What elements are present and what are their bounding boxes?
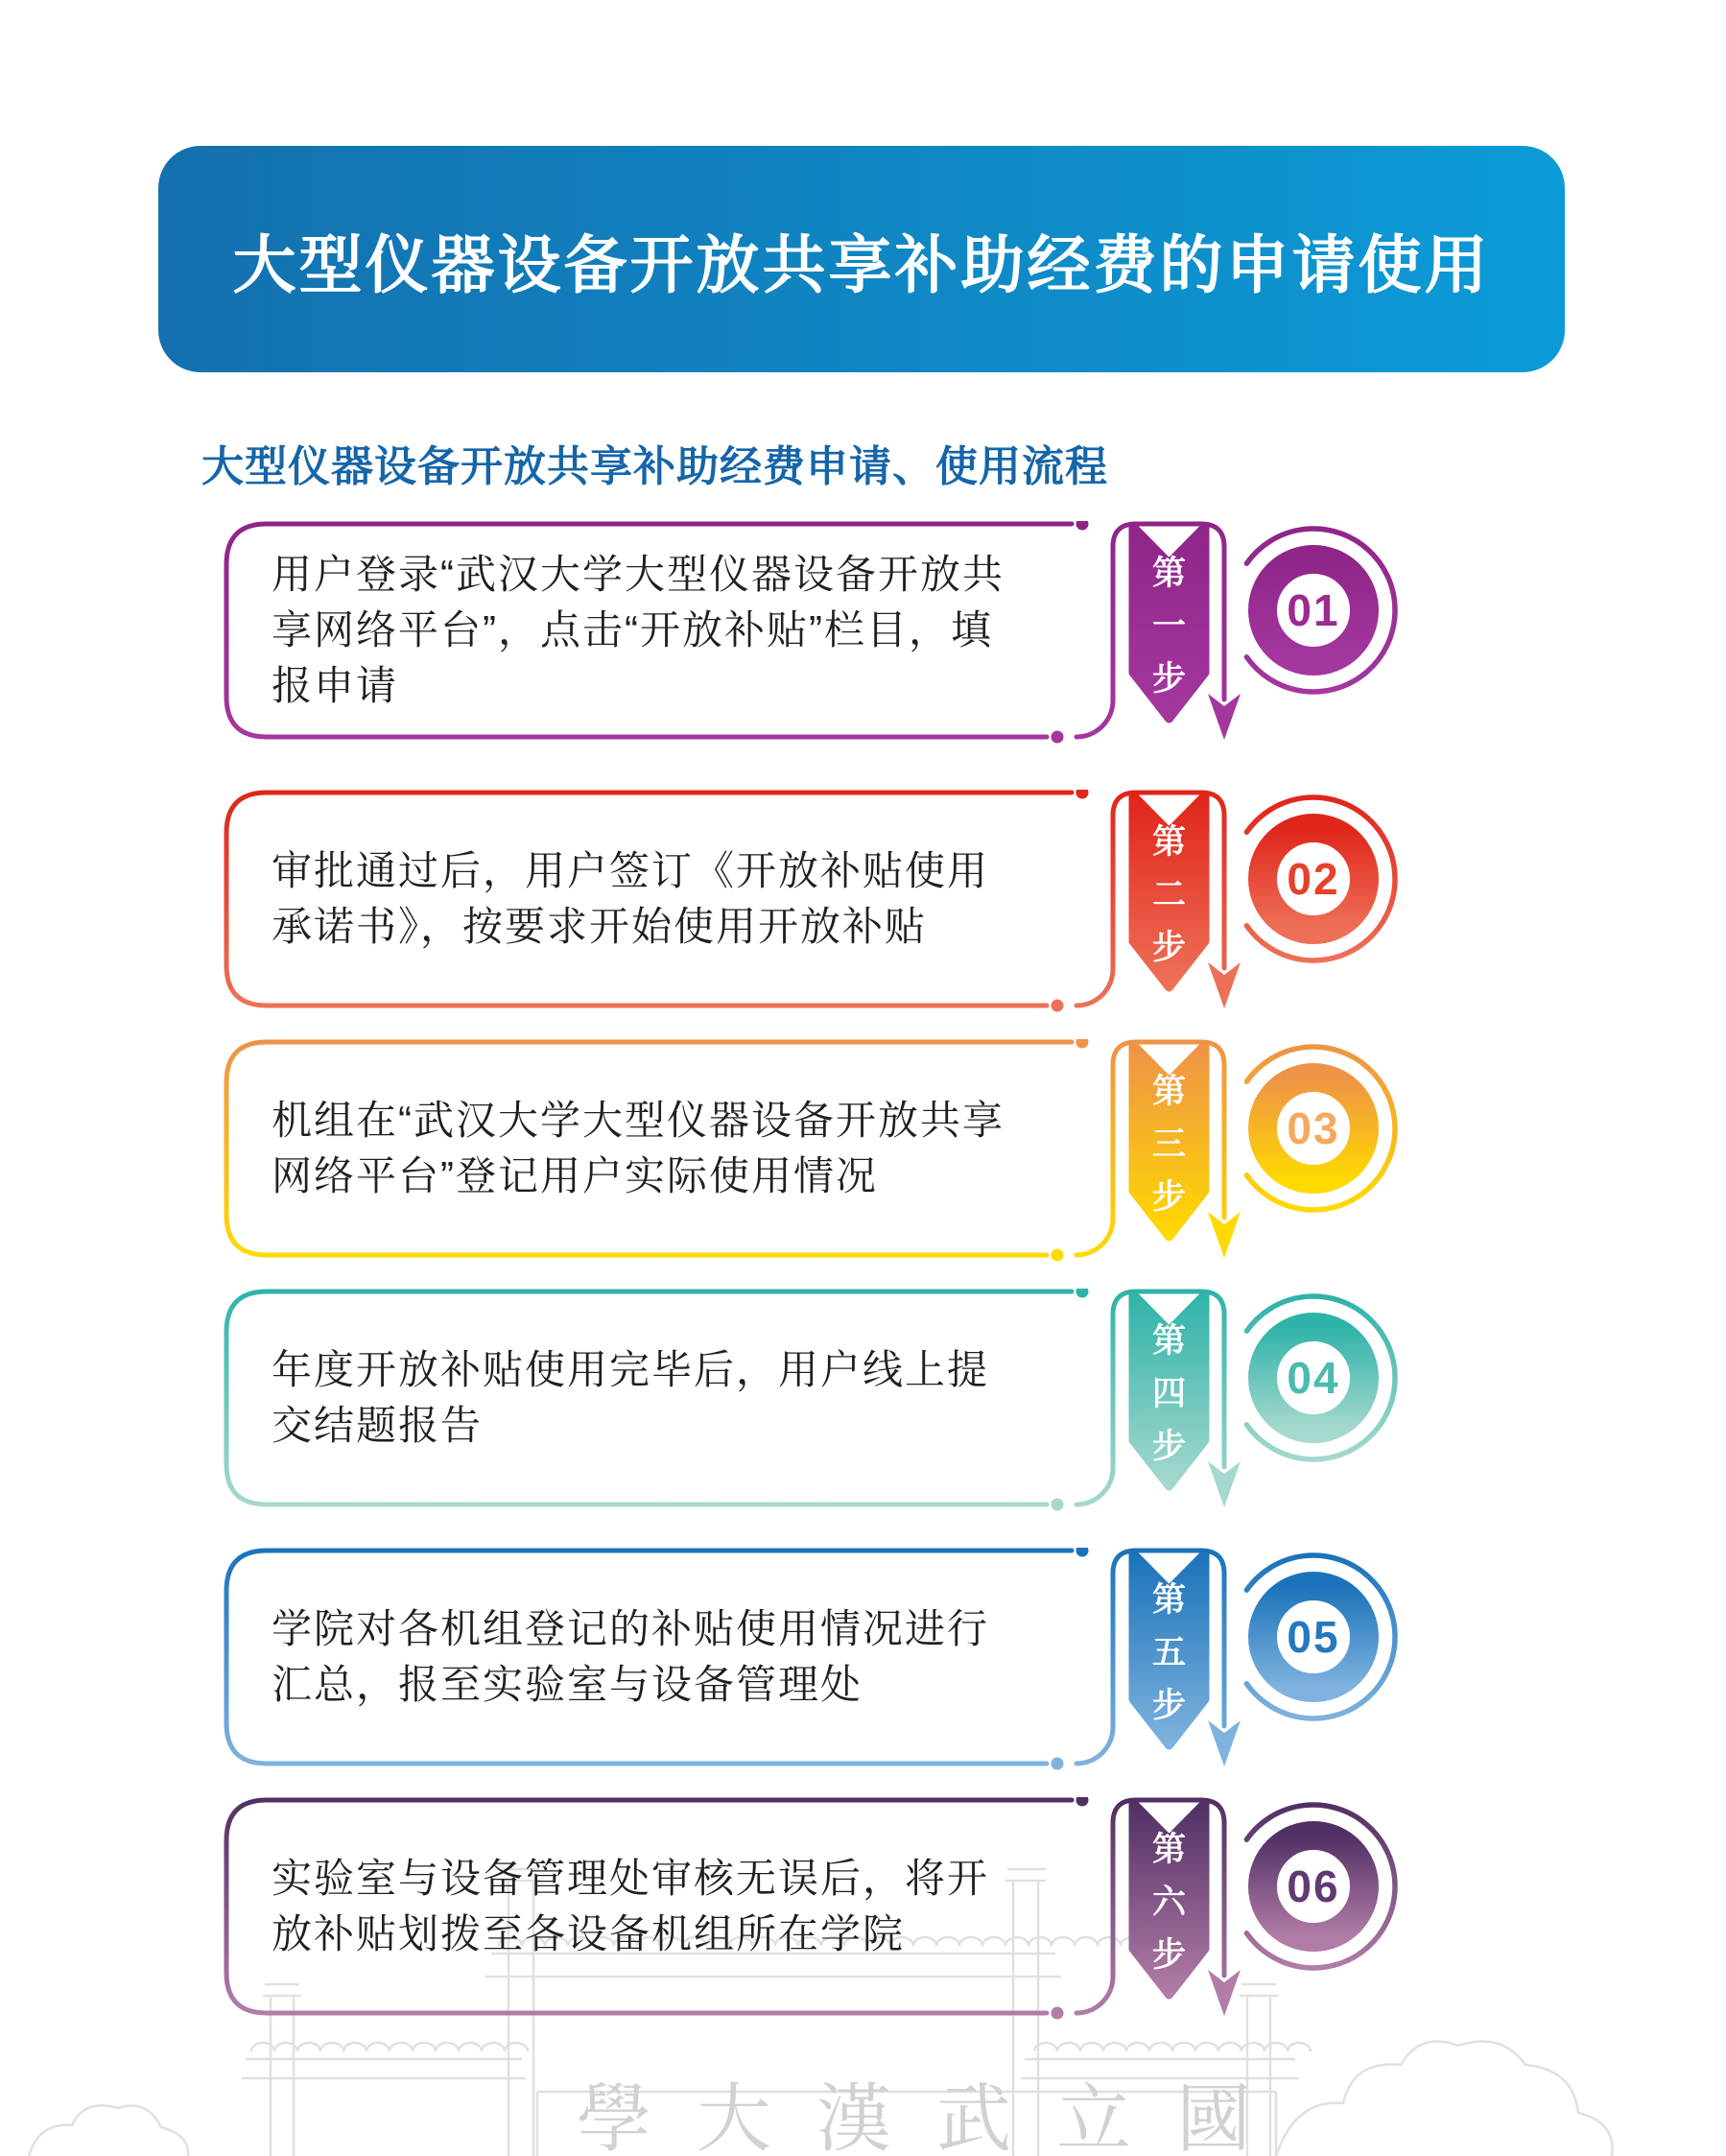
step-ribbon-char: 步	[1151, 1936, 1187, 1974]
step-ribbon-char: 一	[1151, 607, 1187, 645]
border-gap-dot-bottom	[1052, 731, 1064, 744]
watermark-character: 漢	[816, 2077, 892, 2156]
step-module-3	[224, 1039, 1452, 1327]
border-gap-dot-bottom	[1052, 1249, 1064, 1262]
step-ribbon-label	[1152, 1073, 1186, 1216]
border-gap-dot-top	[1076, 1289, 1089, 1298]
step-number: 03	[1287, 1103, 1340, 1153]
step-ribbon-label	[1152, 1581, 1186, 1724]
step-module-6	[224, 1797, 1452, 2085]
step-ribbon-label	[1152, 1322, 1186, 1465]
step-number: 05	[1287, 1612, 1340, 1662]
step-ribbon-label	[1152, 823, 1186, 966]
border-gap-dot-bottom	[1052, 1758, 1064, 1770]
step-ribbon-char: 第	[1151, 1322, 1187, 1360]
step-ribbon-char: 第	[1151, 1581, 1187, 1619]
border-gap-dot-top	[1076, 521, 1089, 531]
step-ribbon-char: 四	[1151, 1375, 1187, 1412]
flow-subtitle: 大型仪器设备开放共享补助经费申请、使用流程	[201, 443, 1108, 490]
watermark-character: 大	[696, 2077, 772, 2156]
step-description: 年度开放补贴使用完毕后，用户线上提交结题报告	[272, 1347, 990, 1448]
step-description: 实验室与设备管理处审核无误后，将开放补贴划拨至各设备机组所在学院	[272, 1856, 990, 1956]
border-gap-dot-bottom	[1052, 1000, 1064, 1012]
step-ribbon-char: 六	[1151, 1884, 1187, 1921]
step-ribbon-char: 步	[1151, 929, 1187, 966]
step-description: 机组在“武汉大学大型仪器设备开放共享网络平台”登记用户实际使用情况	[272, 1098, 1005, 1198]
watermark-character: 武	[935, 2077, 1012, 2156]
step-ribbon-char: 步	[1151, 1178, 1187, 1216]
step-number: 06	[1287, 1861, 1340, 1911]
step-module-4	[224, 1289, 1452, 1576]
step-description: 审批通过后，用户签订《开放补贴使用承诺书》，按要求开始使用开放补贴	[272, 848, 990, 949]
step-ribbon-char: 第	[1151, 555, 1187, 592]
border-gap-dot-top	[1076, 1797, 1089, 1807]
step-ribbon-label	[1152, 555, 1186, 698]
step-ribbon-char: 二	[1151, 876, 1187, 913]
step-module-2	[224, 790, 1452, 1078]
step-description: 用户登录“武汉大学大型仪器设备开放共享网络平台”，点击“开放补贴”栏目，填报申请	[272, 552, 1005, 708]
border-gap-dot-bottom	[1052, 2007, 1064, 2020]
step-ribbon-label	[1152, 1831, 1187, 1974]
border-gap-dot-top	[1076, 790, 1089, 799]
watermark-character: 學	[576, 2077, 652, 2156]
step-ribbon-char: 三	[1151, 1125, 1187, 1163]
step-ribbon-char: 步	[1151, 1428, 1187, 1465]
border-gap-dot-top	[1076, 1548, 1089, 1557]
step-number: 02	[1287, 854, 1340, 904]
watermark-character: 立	[1055, 2077, 1132, 2156]
step-description: 学院对各机组登记的补贴使用情况进行汇总，报至实验室与设备管理处	[272, 1606, 990, 1707]
step-ribbon-char: 第	[1151, 823, 1187, 861]
step-number: 01	[1287, 585, 1340, 635]
step-number: 04	[1287, 1353, 1340, 1403]
step-ribbon-char: 第	[1151, 1073, 1187, 1110]
step-ribbon-char: 步	[1151, 1687, 1187, 1724]
step-ribbon-char: 第	[1151, 1831, 1187, 1868]
watermark-character: 國	[1175, 2077, 1252, 2156]
step-ribbon-char: 步	[1151, 660, 1187, 698]
border-gap-dot-bottom	[1052, 1499, 1064, 1511]
step-ribbon-char: 五	[1151, 1634, 1187, 1671]
banner-title: 大型仪器设备开放共享补助经费的申请使用	[232, 228, 1491, 300]
step-module-5	[224, 1548, 1452, 1836]
step-module-1	[224, 521, 1452, 809]
border-gap-dot-top	[1076, 1039, 1089, 1049]
